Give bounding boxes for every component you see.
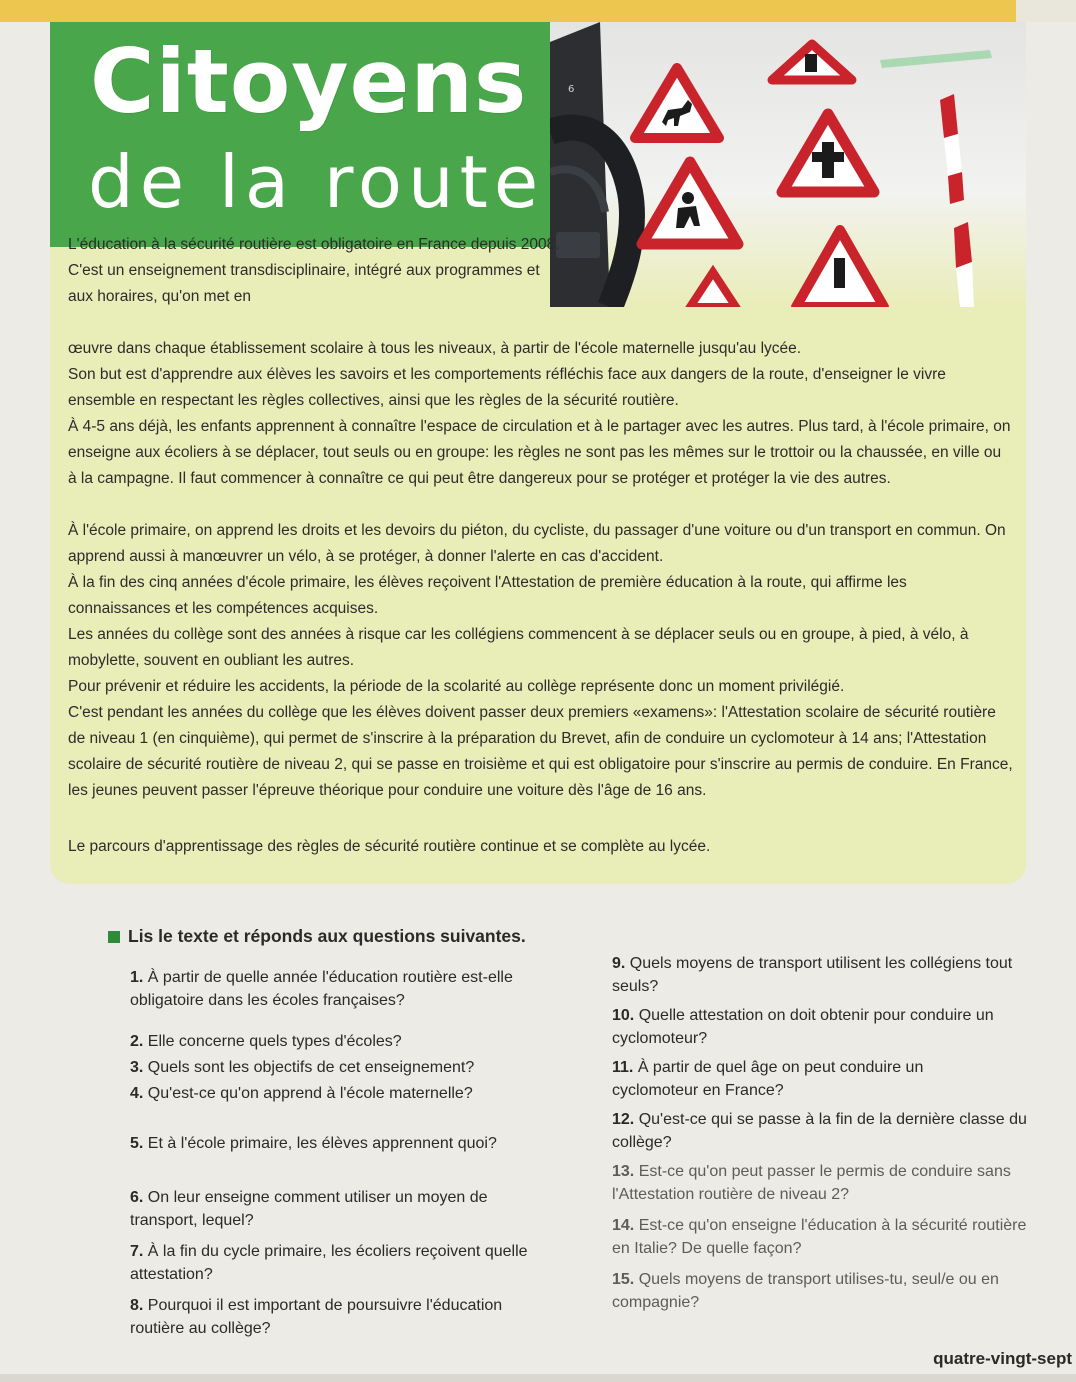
article-paragraph: C'est pendant les années du collège que les élèves doivent passer deux premiers «examens»: l'Attestation scolaire de sécurité routière de niveau 1 (en cinquième), qui permet de s'inscrire à la préparation du Brevet, afin de conduire un cyclomoteur à 14 ans; l'Attestation scolaire de sécurité routière de niveau 2, qui se passe en troisième et qui est obligatoire pour s'inscrire au permis de conduire. En France, les jeunes peuvent passer l'épreuve théorique pour conduire une voiture dès l'âge de 16 ans.: [68, 704, 1013, 799]
question-item: 15. Quels moyens de transport utilises-tu, seul/e ou en compagnie?: [612, 1271, 999, 1311]
warning-sign-icon: [772, 44, 852, 80]
question-item: 12. Qu'est-ce qui se passe à la fin de la dernière classe du collège?: [612, 1111, 1027, 1151]
question-item: 3. Quels sont les objectifs de cet enseignement?: [130, 1059, 475, 1076]
top-color-strip: [0, 0, 1076, 22]
article-paragraph: À 4-5 ans déjà, les enfants apprennent à connaître l'espace de circulation et à le partager avec les autres. Plus tard, à l'école primaire, on enseigne aux écoliers à se déplacer, tout seuls ou en groupe: les règles ne sont pas les mêmes sur le trottoir ou la chaussée, en ville ou à la campagne. Il faut commencer à connaître ce qui peut être dangereux pour se protéger et protéger la vie des autres.: [68, 418, 1011, 487]
question-item: 2. Elle concerne quels types d'écoles?: [130, 1033, 402, 1050]
roadworks-sign-icon: [642, 162, 738, 244]
exercise-instruction: Lis le texte et réponds aux questions suivantes.: [128, 926, 526, 946]
question-item: 8. Pourquoi il est important de poursuivre l'éducation routière au collège?: [130, 1297, 503, 1337]
article-intro: L'éducation à la sécurité routière est obligatoire en France depuis 2008. C'est un enseignement transdisciplinaire, intégré aux programmes et aux horaires, qu'on met en: [68, 236, 560, 305]
question-item: 1. À partir de quelle année l'éducation routière est-elle obligatoire dans les écoles françaises?: [130, 969, 513, 1009]
question-item: 5. Et à l'école primaire, les élèves apprennent quoi?: [130, 1135, 497, 1152]
article-paragraph: Pour prévenir et réduire les accidents, la période de la scolarité au collège représente donc un moment privilégié.: [68, 678, 845, 695]
article-paragraph: Le parcours d'apprentissage des règles de sécurité routière continue et se complète au lycée.: [68, 838, 711, 855]
instruction-bullet: [108, 931, 120, 943]
article-paragraph: À l'école primaire, on apprend les droits et les devoirs du piéton, du cycliste, du passager d'une voiture ou d'un transport en commun. On apprend aussi à manœuvrer un vélo, à se protéger, à donner l'alerte en cas d'accident.: [68, 522, 1006, 565]
crossroads-sign-icon: [782, 114, 874, 192]
page-number-label: quatre-vingt-sept: [933, 1349, 1072, 1368]
question-item: 9. Quels moyens de transport utilisent les collégiens tout seuls?: [612, 955, 1013, 995]
road-signs-illustration: [550, 22, 1026, 307]
article-paragraph: œuvre dans chaque établissement scolaire à tous les niveaux, à partir de l'école maternelle jusqu'au lycée.: [68, 340, 802, 357]
footer-bar: [0, 1374, 1076, 1382]
question-item: 6. On leur enseigne comment utiliser un moyen de transport, lequel?: [130, 1189, 488, 1229]
question-item: 14. Est-ce qu'on enseigne l'éducation à la sécurité routière en Italie? De quelle façon?: [612, 1217, 1027, 1257]
svg-text:6: 6: [568, 84, 575, 95]
question-item: 7. À la fin du cycle primaire, les écoliers reçoivent quelle attestation?: [130, 1243, 528, 1283]
priority-sign-icon: [796, 230, 884, 307]
article-paragraph: Les années du collège sont des années à risque car les collégiens commencent à se déplacer seuls ou en groupe, à pied, à vélo, à mobylette, souvent en oubliant les autres.: [68, 626, 969, 669]
deer-crossing-sign-icon: [635, 68, 719, 138]
question-item: 11. À partir de quel âge on peut conduire un cyclomoteur en France?: [612, 1059, 924, 1099]
question-item: 4. Qu'est-ce qu'on apprend à l'école maternelle?: [130, 1085, 473, 1102]
article-paragraph: Son but est d'apprendre aux élèves les savoirs et les comportements réfléchis face aux dangers de la route, d'enseigner le vivre ensemble en respectant les règles collectives, ainsi que les règles de la sécurité routière.: [68, 366, 946, 409]
question-item: 10. Quelle attestation on doit obtenir pour conduire un cyclomoteur?: [612, 1007, 994, 1047]
article-paragraph: À la fin des cinq années d'école primaire, les élèves reçoivent l'Attestation de première éducation à la route, qui affirme les connaissances et les compétences acquises.: [68, 574, 907, 617]
page-subtitle: de la route: [88, 140, 545, 224]
page-title: Citoyens: [90, 30, 528, 133]
question-item: 13. Est-ce qu'on peut passer le permis de conduire sans l'Attestation routière de niveau 2?: [612, 1163, 1011, 1203]
